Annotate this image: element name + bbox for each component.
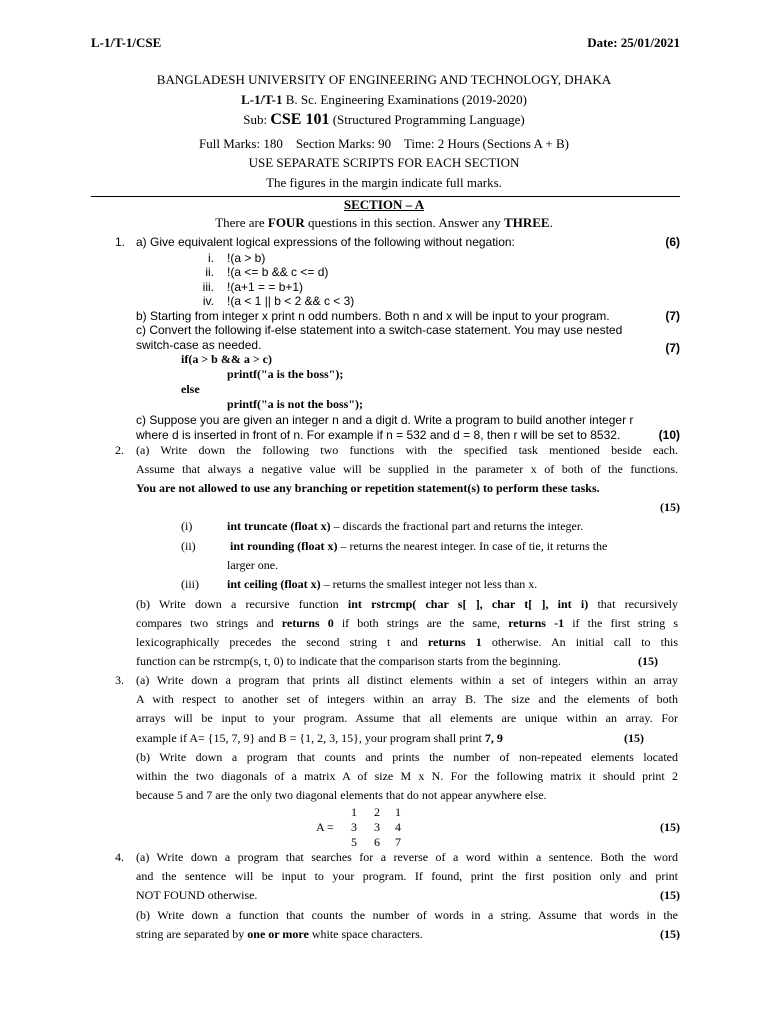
- q1-item-expr: !(a <= b && c <= d): [227, 265, 329, 279]
- q4b-text-line2: [136, 927, 423, 942]
- margin-note: The figures in the margin indicate full marks.: [266, 175, 502, 190]
- exam-date: Date: 25/01/2021: [587, 35, 680, 50]
- q1b-text: b) Starting from integer x print n odd numbers. Both n and x will be input to your program.: [136, 309, 610, 323]
- func-label: (ii): [181, 539, 196, 553]
- q2b-text-line3: [136, 635, 678, 650]
- func-desc: [227, 519, 583, 534]
- q2b-return-one: returns 1: [427, 635, 482, 649]
- func-label: (i): [181, 519, 193, 533]
- matrix-cell: 7: [395, 835, 401, 849]
- q2b-text-line2: [136, 616, 678, 631]
- q2b-return-neg: returns -1: [508, 616, 565, 630]
- func-desc: [227, 577, 537, 592]
- q4a-text-line1: (a) Write down a program that searches for a reverse of a word within a sentence. Both the word: [136, 850, 678, 864]
- q2a-text-line1: (a) Write down the following two functions with the specified task mentioned beside each.: [136, 443, 678, 457]
- instr-answer: THREE: [504, 215, 550, 230]
- matrix-cell: 3: [351, 820, 357, 834]
- q1-item-label: iii.: [202, 280, 214, 294]
- q2b-part: compares two strings and: [136, 616, 282, 630]
- q1d-marks: (10): [658, 428, 680, 442]
- section-title-text: SECTION – A: [343, 197, 425, 212]
- matrix-label: A =: [316, 820, 334, 834]
- q2a-text-line2: Assume that always a negative value will be supplied in the parameter x of both of the functions.: [136, 462, 678, 476]
- instr-count: FOUR: [267, 215, 305, 230]
- func-desc: [230, 539, 607, 554]
- exam-level: L-1/T-1: [241, 92, 283, 107]
- section-instruction: [0, 215, 768, 231]
- q1a-marks: (6): [665, 235, 680, 249]
- func-description: – returns the nearest integer. In case of tie, it returns the: [337, 539, 608, 553]
- func-description: – returns the smallest integer not less than x.: [320, 577, 538, 591]
- scripts-note: USE SEPARATE SCRIPTS FOR EACH SECTION: [248, 155, 520, 170]
- instr-part: .: [549, 215, 553, 230]
- q2b-part: that recursively: [588, 597, 678, 611]
- instr-part: There are: [215, 215, 268, 230]
- course-code: CSE 101: [270, 111, 330, 128]
- university-name: BANGLADESH UNIVERSITY OF ENGINEERING AND TECHNOLOGY, DHAKA: [156, 72, 612, 87]
- code-line: printf("a is not the boss");: [227, 397, 363, 411]
- func-desc-continued: larger one.: [227, 558, 279, 572]
- func-description: – discards the fractional part and returns the integer.: [330, 519, 584, 533]
- q3b-text-line3: because 5 and 7 are the only two diagonal elements that do not appear anywhere else.: [136, 788, 547, 802]
- q1-item-label: iv.: [202, 294, 214, 308]
- q2b-part: if the first string s: [564, 616, 679, 630]
- q3a-part: example if A= {15, 7, 9} and B = {1, 2, 3, 15}, your program shall print: [136, 731, 485, 745]
- func-signature: int ceiling (float x): [227, 577, 321, 591]
- q1b-marks: (7): [665, 309, 680, 323]
- section-title: [0, 197, 768, 213]
- q4b-marks: (15): [660, 927, 680, 941]
- q1-number: 1.: [115, 235, 126, 249]
- q2b-marks: (15): [638, 654, 658, 668]
- q1-item-expr: !(a+1 = = b+1): [227, 280, 304, 294]
- exam-name: B. Sc. Engineering Examinations (2019-2020): [282, 92, 527, 107]
- q2-number: 2.: [115, 443, 124, 457]
- q4b-emphasis: one or more: [247, 927, 309, 941]
- q3a-text-line4: [136, 731, 503, 746]
- q1c-marks: (7): [665, 341, 680, 355]
- q2b-text-line4: function can be rstrcmp(s, t, 0) to indicate that the comparison starts from the beginning.: [136, 654, 561, 668]
- matrix-cell: 5: [351, 835, 357, 849]
- q1-item-expr: !(a < 1 || b < 2 && c < 3): [227, 294, 355, 308]
- q2b-text-line1: [136, 597, 678, 612]
- code-line: else: [181, 382, 200, 396]
- q2a-text-line3: You are not allowed to use any branching or repetition statement(s) to perform these tasks.: [136, 481, 600, 495]
- q2b-signature: int rstrcmp( char s[ ], char t[ ], int i): [347, 597, 589, 611]
- exam-title: [0, 92, 768, 108]
- q3-number: 3.: [115, 673, 124, 687]
- q4a-marks: (15): [660, 888, 680, 902]
- q2a-marks: (15): [660, 500, 680, 514]
- q1d-text-line1: c) Suppose you are given an integer n and a digit d. Write a program to build another integer r: [136, 413, 634, 427]
- matrix-cell: 6: [374, 835, 380, 849]
- matrix-cell: 1: [351, 805, 357, 819]
- subject-prefix: Sub:: [243, 112, 271, 127]
- q2b-part: lexicographically precedes the second string t and: [136, 635, 428, 649]
- q2b-part: (b) Write down a recursive function: [136, 597, 348, 611]
- q1a-text: a) Give equivalent logical expressions of the following without negation:: [136, 235, 515, 249]
- q4b-part: string are separated by: [136, 927, 248, 941]
- q1-item-label: i.: [208, 251, 214, 265]
- q2b-return-zero: returns 0: [281, 616, 334, 630]
- matrix-cell: 2: [374, 805, 380, 819]
- q2b-part: if both strings are the same,: [333, 616, 509, 630]
- q3a-text-line3: arrays will be input to your program. Assume that all elements are unique within an array. For: [136, 711, 678, 725]
- q4b-text-line1: (b) Write down a function that counts the number of words in a string. Assume that words in the: [136, 908, 678, 922]
- matrix-cell: 1: [395, 805, 401, 819]
- q3b-marks: (15): [660, 820, 680, 834]
- q3a-answer: 7, 9: [484, 731, 503, 745]
- q1-item-expr: !(a > b): [227, 251, 266, 265]
- code-line: if(a > b && a > c): [181, 352, 272, 366]
- exam-code: L-1/T-1/CSE: [91, 35, 162, 50]
- q1c-text-line1: c) Convert the following if-else statement into a switch-case statement. You may use nested: [136, 323, 623, 337]
- q3a-text-line2: A with respect to another set of integers within an array B. The size and the elements of both: [136, 692, 678, 706]
- q4a-text-line3: NOT FOUND otherwise.: [136, 888, 258, 902]
- q2b-part: otherwise. An initial call to this: [481, 635, 678, 649]
- code-line: printf("a is the boss");: [227, 367, 344, 381]
- func-label: (iii): [181, 577, 199, 591]
- q1c-text-line2: switch-case as needed.: [136, 338, 262, 352]
- q3a-text-line1: (a) Write down a program that prints all distinct elements within a set of integers within an array: [136, 673, 678, 687]
- q4a-text-line2: and the sentence will be input to your program. If found, print the first position only and print: [136, 869, 678, 883]
- marks-line: Full Marks: 180 Section Marks: 90 Time: 2 Hours (Sections A + B): [199, 136, 569, 151]
- q1-item-label: ii.: [205, 265, 214, 279]
- q4-number: 4.: [115, 850, 124, 864]
- course-name: (Structured Programming Language): [329, 112, 525, 127]
- matrix-cell: 3: [374, 820, 380, 834]
- q1d-text-line2: where d is inserted in front of n. For example if n = 532 and d = 8, then r will be set to 8532.: [136, 428, 621, 442]
- func-signature: int truncate (float x): [227, 519, 331, 533]
- q3a-marks: (15): [624, 731, 644, 745]
- instr-part: questions in this section. Answer any: [304, 215, 505, 230]
- q4b-part: white space characters.: [308, 927, 423, 941]
- func-signature: int rounding (float x): [230, 539, 338, 553]
- q3b-text-line2: within the two diagonals of a matrix A of size M x N. For the following matrix it should print 2: [136, 769, 678, 783]
- matrix-cell: 4: [395, 820, 401, 834]
- subject-line: [0, 111, 768, 129]
- q3b-text-line1: (b) Write down a program that counts and prints the number of non-repeated elements located: [136, 750, 678, 764]
